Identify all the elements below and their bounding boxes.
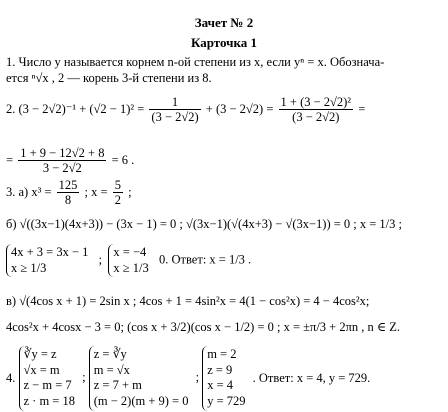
sys2-line-3: z = 7 + m (93, 378, 142, 393)
item-2-label: 2. (6, 101, 16, 116)
item-3a-fraction-1: $\frac{125}{8}$ (58, 178, 78, 208)
item-2-fraction-1: $\frac{1}{(3 - 2√2)}$ (151, 95, 199, 125)
item-4-answer: . Ответ: x = 4, y = 729. (252, 371, 371, 386)
item-2-mid: + (3 − 2√2) = (205, 101, 274, 116)
item-3c-line-1: в) √(4cos x + 1) = 2sin x ; 4cos + 1 = 4sin²x = 4(1 − cos²x) = 4 − 4cos²x; (6, 294, 370, 308)
sys1-line-2: √x = m (23, 362, 60, 377)
sys3-line-2: z = 9 (207, 362, 233, 377)
item-3b-system-2: x = −4 x ≥ 1/3 (108, 244, 152, 277)
item-3b: б) √((3x−1)(4x+3)) − (3x − 1) = 0 ; √(3x−1)(√(4x+3) − √(3x−1)) = 0 ; x = 1/3 ; (6, 217, 403, 231)
item-3a (6, 178, 132, 208)
sys1-line-1: ∛y = z (23, 347, 57, 361)
page-title: Зачет № 2 (194, 15, 254, 30)
sys2-line-4: (m − 2)(m + 9) = 0 (93, 393, 189, 408)
sys1-line-4: z · m = 18 (23, 393, 75, 408)
item-3a-end: ; (128, 184, 132, 199)
item-3c-line-2: 4cos²x + 4cosx − 3 = 0; (cos x + 3/2)(cos x − 1/2) = 0 ; x = ±π/3 + 2πn , n ∈ Z. (6, 320, 401, 334)
item-2b-fraction: $\frac{1 + 9 - 12√2 + 8}{3 - 2√2}$ (20, 146, 105, 176)
item-3b-system-1: 4x + 3 = 3x − 1 x ≥ 1/3 (6, 244, 92, 277)
item-3b-systems: 4x + 3 = 3x − 1 x ≥ 1/3 ; x = −4 x ≥ 1/3 0. Ответ: x = 1/3 . (6, 244, 251, 277)
item-2-end: = (358, 101, 366, 116)
item-2-equation (6, 95, 365, 125)
item-3a-fraction-2: $\frac{5}{2}$ (114, 178, 121, 208)
item-2b-start: = (6, 152, 14, 167)
item-4-label: 4. (6, 371, 16, 386)
sys3-line-3: x = 4 (207, 378, 234, 393)
item-2-fraction-2: $\frac{\text{1 + (3 − 2√2)²}}{(3 - 2√2)}$ (280, 95, 352, 125)
card-title: Карточка 1 (190, 35, 258, 50)
item-3a-mid: ; x = (84, 184, 108, 199)
item-4-system-1 (19, 346, 79, 411)
item-4-system-2 (89, 346, 193, 411)
item-1-line-1: 1. Число y называется корнем n-ой степени из x, если yⁿ = x. Обознача- (6, 55, 385, 69)
sys2-line-1: z = ∛y (93, 347, 127, 361)
sys1-line-3: z − m = 7 (23, 378, 72, 393)
item-2-lhs: (3 − 2√2)⁻¹ + (√2 − 1)² = (18, 101, 145, 116)
item-1-line-2: ется ⁿ√x , 2 — корень 3-й степени из 8. (6, 71, 212, 85)
item-4: 4. ∛y = z √x = m z − m = 7 z · m = 18 ; z = ∛y m = √x z = 7 + m (m − 2)(m + 9) = 0 ; m = 2 z = 9 x = 4 y = 729 . Ответ: x = 4, y = 729. (6, 346, 370, 411)
item-2b-end: = 6 . (111, 152, 135, 167)
sys3-line-4: y = 729 (207, 393, 246, 408)
item-3b-answer: 0. Ответ: x = 1/3 . (158, 252, 252, 267)
item-3a-eq: x³ = (31, 184, 52, 199)
item-4-system-3 (202, 346, 249, 411)
item-2-continuation (6, 146, 134, 176)
sys2-line-2: m = √x (93, 362, 130, 377)
item-3a-label: 3. а) (6, 184, 29, 199)
sys3-line-1: m = 2 (207, 347, 237, 361)
